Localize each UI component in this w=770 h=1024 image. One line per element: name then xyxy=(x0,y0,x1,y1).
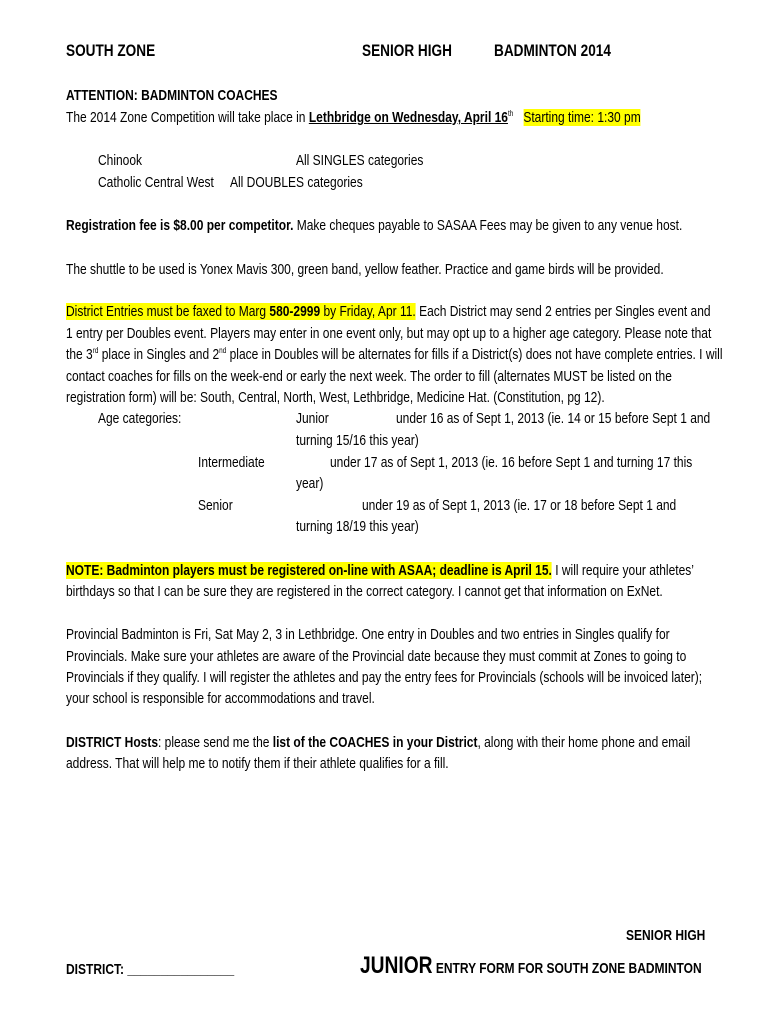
note-line-2: birthdays so that I can be sure they are registered in the correct category. I cannot get that information on ExNet. xyxy=(66,583,663,600)
age-inter-rule: under 17 as of Sept 1, 2013 (ie. 16 before Sept 1 and turning 17 this xyxy=(330,454,693,471)
entries-line-5: registration form) will be: South, Central, North, West, Lethbridge, Medicine Hat. (Constitution, pg 12). xyxy=(66,389,605,406)
age-junior-cont: turning 15/16 this year) xyxy=(296,432,419,449)
provincial-line-4: your school is responsible for accommodations and travel. xyxy=(66,690,375,707)
district-hosts-line-1: DISTRICT Hosts: please send me the list of the COACHES in your District, along with their home phone and email xyxy=(66,734,691,751)
header-sport: BADMINTON 2014 xyxy=(494,41,611,60)
entries-line-3: the 3rd place in Singles and 2nd place in Doubles will be alternates for fills if a District(s) does not have complete entries. I will xyxy=(66,346,723,363)
provincial-line-3: Provincials if they qualify. I will register the athletes and pay the entry fees for Provincials (schools will be invoiced later); xyxy=(66,669,703,686)
district-hosts-line-2: address. That will help me to notify them if their athlete qualifies for a fill. xyxy=(66,755,449,772)
form-level: SENIOR HIGH xyxy=(626,927,706,944)
provincial-line-2: Provincials. Make sure your athletes are aware of the Provincial date because they must commit at Zones to going to xyxy=(66,648,687,665)
attention-title: ATTENTION: BADMINTON COACHES xyxy=(66,87,278,104)
age-label: Age categories: xyxy=(98,410,182,427)
start-time: Starting time: 1:30 pm xyxy=(523,109,641,126)
age-inter-cont: year) xyxy=(296,475,324,492)
venue-categories-1: All SINGLES categories xyxy=(296,152,424,169)
venue-school-2: Catholic Central West xyxy=(98,174,214,191)
age-senior-cont: turning 18/19 this year) xyxy=(296,518,419,535)
entries-line-2: 1 entry per Doubles event. Players may enter in one event only, but may opt up to a higher age category. Please note that xyxy=(66,325,712,342)
age-senior-rule: under 19 as of Sept 1, 2013 (ie. 17 or 18 before Sept 1 and xyxy=(362,497,677,514)
form-title: JUNIOR ENTRY FORM FOR SOUTH ZONE BADMINTON xyxy=(360,952,702,979)
provincial-line-1: Provincial Badminton is Fri, Sat May 2, 3 in Lethbridge. One entry in Doubles and two entries in Singles qualify for xyxy=(66,626,670,643)
venue-school-1: Chinook xyxy=(98,152,143,169)
shuttle-text: The shuttle to be used is Yonex Mavis 300, green band, yellow feather. Practice and game birds will be provided. xyxy=(66,261,664,278)
note-line-1: NOTE: Badminton players must be registered on-line with ASAA; deadline is April 15. I will require your athletes’ xyxy=(66,562,694,579)
age-junior-name: Junior xyxy=(296,410,329,427)
entries-line-1: District Entries must be faxed to Marg 580-2999 by Friday, Apr 11. Each District may send 2 entries per Singles event and xyxy=(66,303,711,320)
registration-fee: Registration fee is $8.00 per competitor. Make cheques payable to SASAA Fees may be given to any venue host. xyxy=(66,217,683,234)
venue-categories-2: All DOUBLES categories xyxy=(230,174,363,191)
district-field-label: DISTRICT: ________________ xyxy=(66,961,235,978)
entries-line-4: contact coaches for fills on the week-end or early the next week. The order to fill (alternates MUST be listed on the xyxy=(66,368,672,385)
attention-intro: The 2014 Zone Competition will take place in Lethbridge on Wednesday, April 16th Starting time: 1:30 pm xyxy=(66,109,641,126)
age-senior-name: Senior xyxy=(198,497,233,514)
age-inter-name: Intermediate xyxy=(198,454,265,471)
header-zone: SOUTH ZONE xyxy=(66,41,156,60)
age-junior-rule: under 16 as of Sept 1, 2013 (ie. 14 or 15 before Sept 1 and xyxy=(396,410,711,427)
header-level: SENIOR HIGH xyxy=(362,41,452,60)
